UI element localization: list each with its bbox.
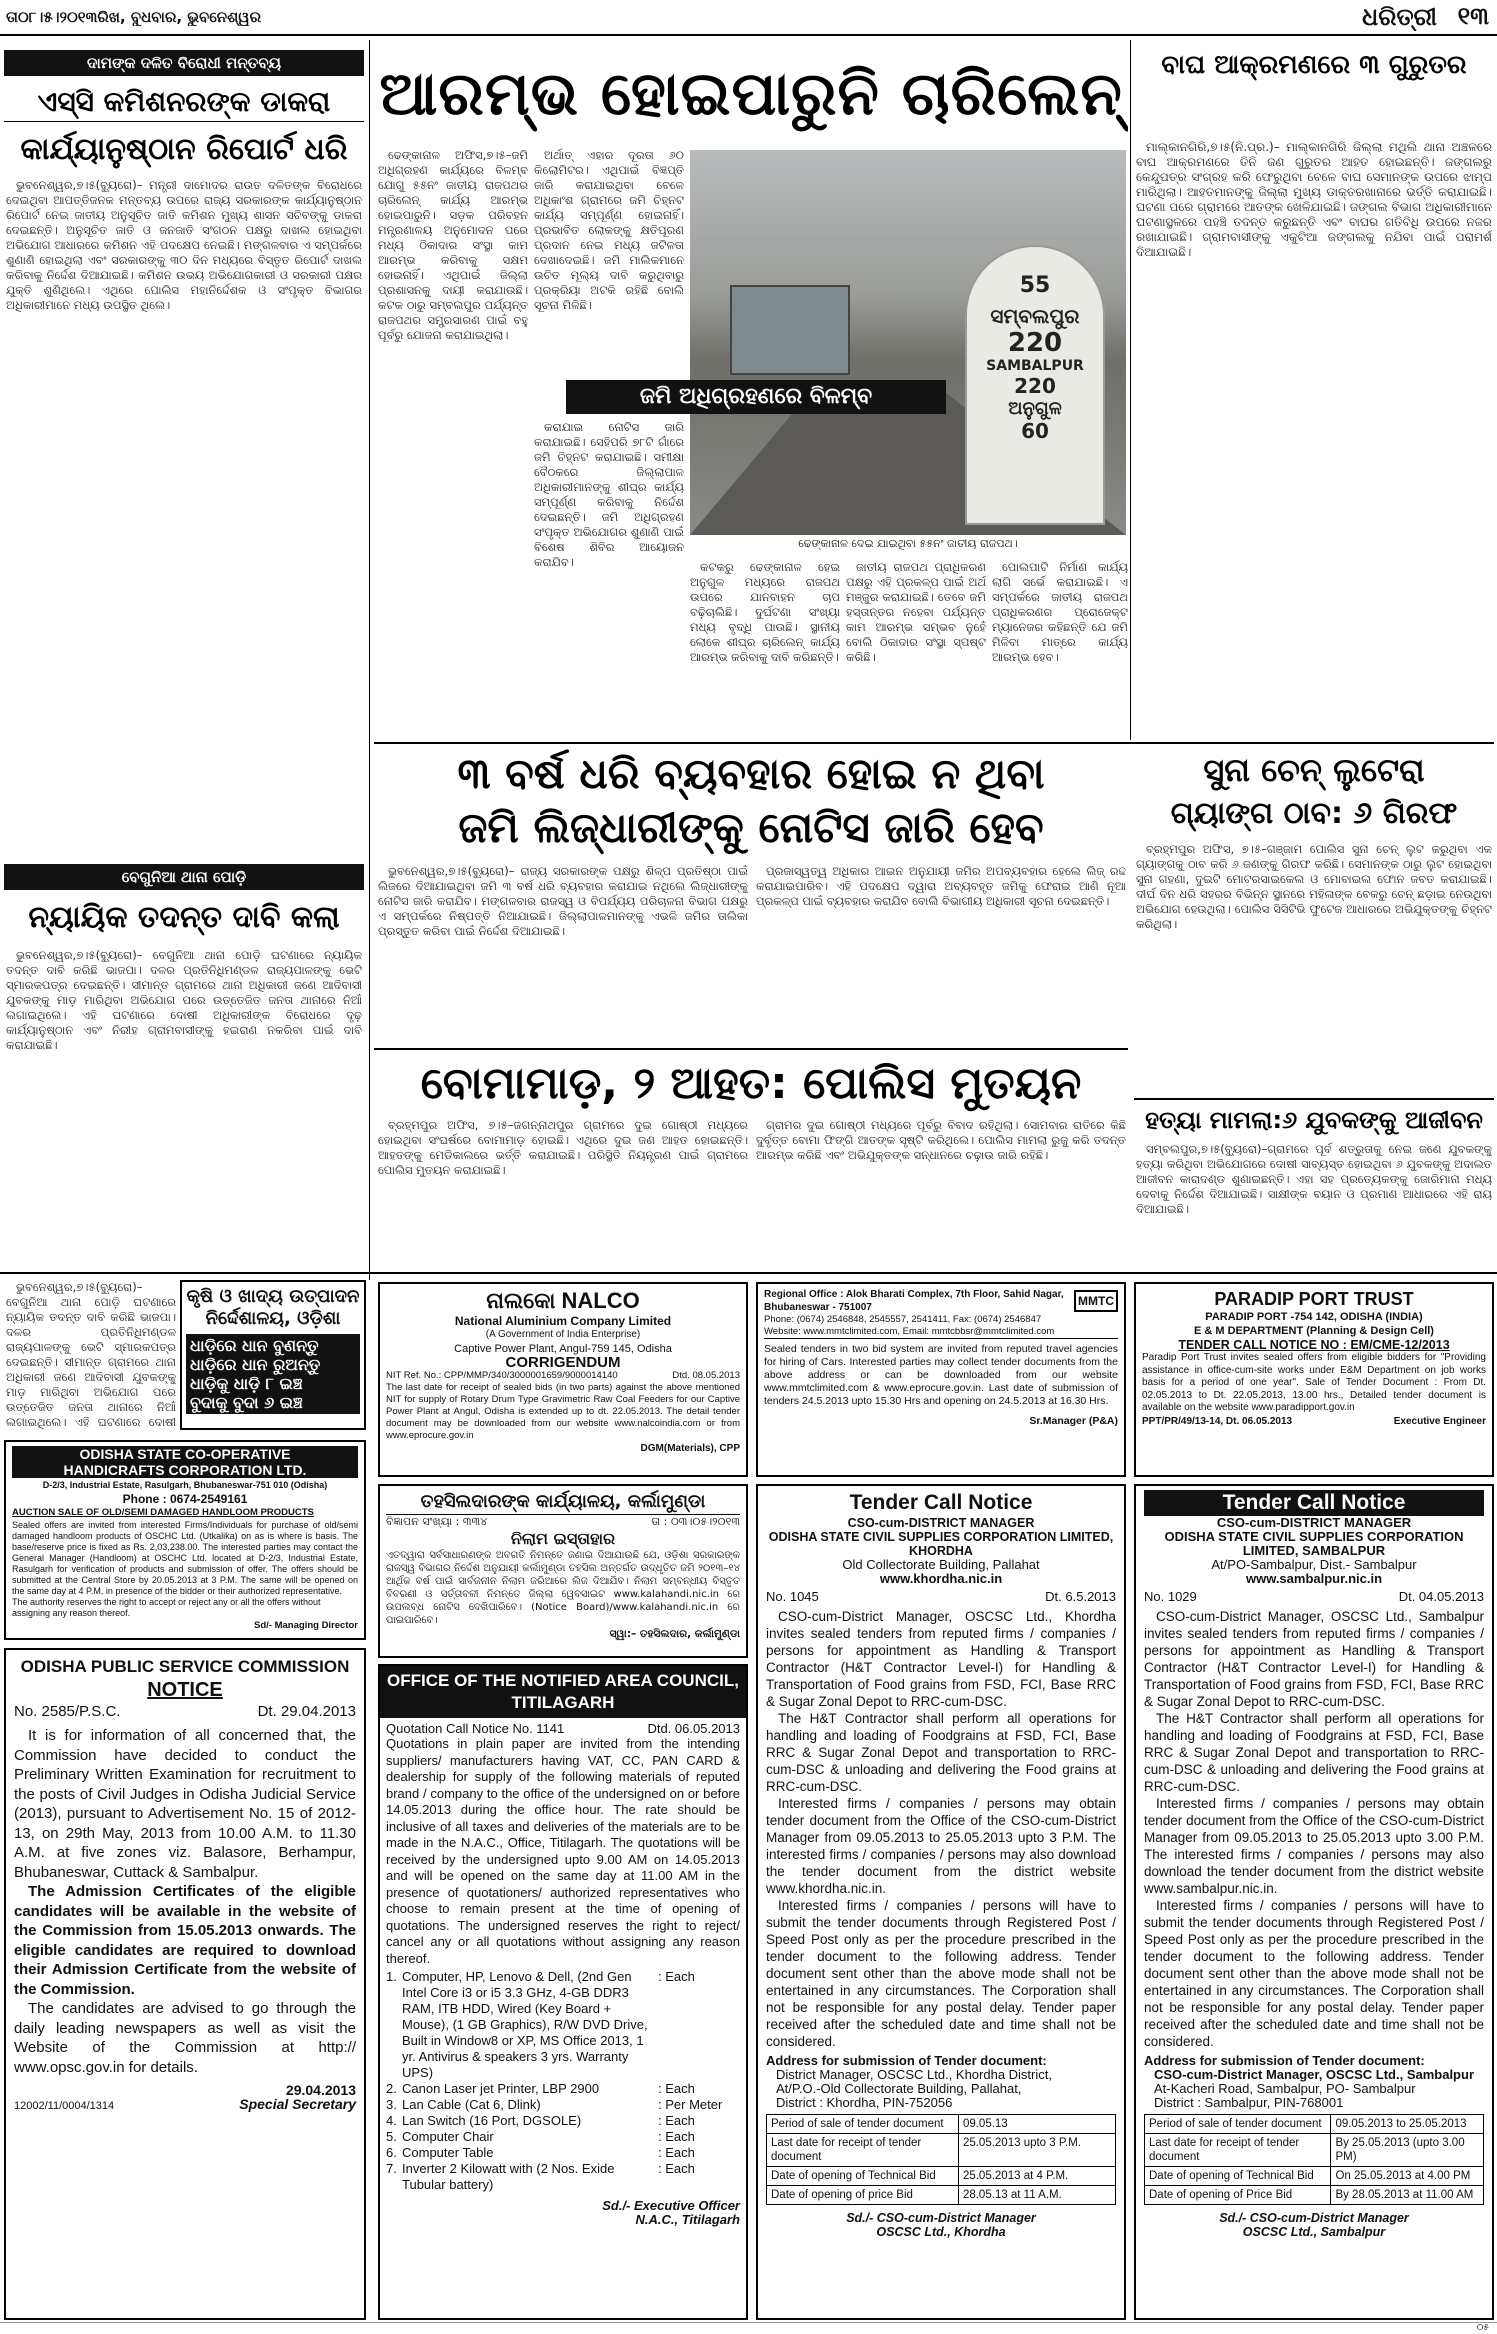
khordha-addr-3: District : Khordha, PIN-752056 — [776, 2095, 953, 2110]
sambalpur-schedule-table — [1144, 2114, 1484, 2205]
schedule-row — [767, 2167, 1116, 2186]
paradip-title: PARADIP PORT TRUST — [1214, 1289, 1414, 1309]
schedule-label: Date of opening of Price Bid — [1145, 2186, 1331, 2205]
bomb-headline: ବୋମାମାଡ଼, ୨ ଆହତ: ପୋଲିସ ମୁତୟନ — [420, 1058, 1082, 1109]
handicraft-body: Sealed offers are invited from interested Firms/Individuals for purchase of old/semi damaged handloom products of OSCHC Ltd. (Utkalika) on as is where is basis. The base/reserve price is fixed as Rs. 2,03,238.00. The interested parties may contact the General Manager (Handloom) at OSCHC Ltd. located at D-2/3, Industrial Estate, Rasulgarh for verification of products and submission of offer. The offers should be submitted at the Central Store by 20.05.2013 at 3 P.M. The same will be opened on the same day at 4 P.M. in presence of the bidder or their authorized representative. — [12, 1520, 358, 1596]
mmtc-phone: Phone: (0674) 2546848, 2545557, 2541411, Fax: (0674) 2546847 — [764, 1314, 1042, 1325]
main-col-6 — [992, 560, 1128, 740]
sambalpur-addr-3: District : Sambalpur, PIN-768001 — [1154, 2095, 1344, 2110]
mmtc-sign: Sr.Manager (P&A) — [1029, 1415, 1118, 1427]
schedule-value: By 28.05.2013 at 11.00 AM — [1331, 2186, 1484, 2205]
sambalpur-addr: At/PO-Sambalpur, Dist.- Sambalpur — [1211, 1557, 1417, 1572]
khordha-ad — [756, 1484, 1126, 2320]
schedule-label: Date of opening of Technical Bid — [767, 2167, 959, 2186]
item-description: Computer Table — [402, 2145, 494, 2160]
agri-ad — [180, 1280, 366, 1430]
tahasil-title: ତହସିଲଦାରଙ୍କ କାର୍ଯ୍ୟାଳୟ, କର୍ଲାମୁଣ୍ଡା — [386, 1490, 740, 1515]
titilagarh-ad — [378, 1664, 748, 2320]
nalco-body: The last date for receipt of sealed bids (in two parts) against the above mentioned NIT for supply of Rotary Drum Type Gravimetric Raw Coal Feeders for our Captive Power Plant at Angul, Odisha is extended up to dt. 22.05.2013. The detail tender document may be downloaded from our website www.nalcoindia.com or from www.eprocure.gov.in — [386, 1382, 740, 1441]
story-headline: ହତ୍ୟା ମାମଲା:୬ ଯୁବକଙ୍କୁ ଆଜୀବନ — [1134, 1098, 1494, 1138]
section-rule — [374, 1048, 1128, 1050]
paradip-notice: TENDER CALL NOTICE NO : EM/CME-12/2013 — [1178, 1338, 1450, 1352]
item-description: Computer, HP, Lenovo & Dell, (2nd Gen Intel Core i3 or i5 3.3 GHz, 4-GB DDR3 RAM, ITB HDD, Wired (Key Board + Mouse), (1 GB Graphics), R/W DVD Drive, Built in Window8 or XP, MS Office 2013, 1 yr. Antivirus & speakers 3 yrs. Warranty UPS) — [402, 1969, 648, 2080]
milestone-distance: 220 — [1014, 374, 1056, 398]
schedule-row — [767, 2186, 1116, 2205]
item-number: 3. — [386, 2097, 397, 2112]
schedule-label: Last date for receipt of tender document — [767, 2134, 959, 2167]
story-paragraph: କରାଯାଇ ନୋଟିସ ଜାରି କରାଯାଇଛି। ସେହିପରି ୭୮ଟି ଗାଁରେ ଜମି ଚିହ୍ନଟ କରାଯାଇଛି। ସମୀକ୍ଷା ବୈଠକରେ ଜିଲ୍ଲାପାଳ ଅଧିକାରୀମାନଙ୍କୁ ଶୀଘ୍ର କାର୍ଯ୍ୟ ସମ୍ପୂର୍ଣ୍ଣ କରିବାକୁ ନିର୍ଦ୍ଦେଶ ଦେଇଛନ୍ତି। ଜମି ଅଧିଗ୍ରହଣ ସଂପୃକ୍ତ ଅଭିଯୋଗର ଶୁଣାଣି ପାଇଁ ବିଶେଷ ଶିବିର ଆୟୋଜନ କରାଯିବ। — [534, 420, 684, 569]
notice-headline-1: ୩ ବର୍ଷ ଧରି ବ୍ୟବହାର ହୋଇ ନ ଥିବା — [457, 749, 1045, 798]
main-col-5 — [846, 560, 986, 740]
opsc-p3: The candidates are advised to go through the daily leading newspapers as well as visit the Website of the Commission at http:// www.opsc.gov.in for details. — [14, 2000, 356, 2076]
opsc-p1: It is for information of all concerned that, the Commission have decided to conduct the Preliminary Written Examination for recruitment to the posts of Civil Judges in Odisha Judicial Service (2013), pursuant to Advertisement No. 15 of 2012-13, on 29th May, 2013 from 10.00 A.M. to 11.30 A.M. at five zones viz. Balasore, Berhampur, Bhubaneswar, Cuttack & Sambalpur. — [14, 1727, 356, 1881]
khordha-no: No. 1045 — [766, 1589, 819, 1604]
main-col-1 — [378, 148, 528, 748]
story-paragraph: ଅର୍ଥାତ୍‌ ଏହାର ଦୂରତା ୬୦ କିଲୋମିଟର। ଏଥିପାଇଁ ବିଜ୍ଞପ୍ତି ଜାରି କରାଯାଇଥିବା ବେଳେ ଅଧିକାଂଶ ଗ୍ରାମରେ ଜମି ଚିହ୍ନଟ କାର୍ଯ୍ୟ ସମ୍ପୂର୍ଣ୍ଣ ହୋଇନାହିଁ। ପ୍ରଭାବିତ ଲୋକଙ୍କୁ କ୍ଷତିପୂରଣ ପ୍ରଦାନ ନେଇ ମଧ୍ୟ ଜଟିଳତା ଦେଖାଦେଇଛି। ଜମି ମାଲିକମାନେ ଉଚିତ ମୂଲ୍ୟ ଦାବି କରୁଥିବାରୁ ପ୍ରକ୍ରିୟା ଅଟକି ରହିଛି ବୋଲି ସୂଚନା ମିଳିଛି। — [534, 148, 684, 312]
story-paragraph: ବ୍ରହ୍ମପୁର ଅଫିସ, ୭।୫–ଗଞ୍ଜାମ ପୋଲିସ ସୁନା ଚେନ୍‌ ଲୁଟ କରୁଥିବା ଏକ ଗ୍ୟାଙ୍ଗକୁ ଠାବ କରି ୬ ଜଣଙ୍କୁ ଗିରଫ କରିଛି। ସେମାନଙ୍କ ଠାରୁ ଲୁଟ ହୋଇଥିବା ସୁନା ଗହଣା, ଦୁଇଟି ମୋଟରସାଇକେଲ ଓ ମୋବାଇଲ ଫୋନ ଜବତ କରାଯାଇଛି। ଦୀର୍ଘ ଦିନ ଧରି ସହରର ବିଭିନ୍ନ ସ୍ଥାନରେ ମହିଳାଙ୍କ ବେକରୁ ଚେନ୍‌ ଛଡ଼ାଇ ନେଉଥିବା ଅଭିଯୋଗ ହେଉଥିଲା। ପୋଲିସ ସିସିଟିଭି ଫୁଟେଜ ଆଧାରରେ ଅଭିଯୁକ୍ତଙ୍କୁ ଚିହ୍ନଟ କରିଥିଲା। — [1136, 842, 1492, 931]
mmtc-web: Website: www.mmtclimited.com, Email: mmtcbbsr@mmtclimited.com — [764, 1326, 1118, 1339]
titilagarh-title: OFFICE OF THE NOTIFIED AREA COUNCIL, TITILAGARH — [380, 1666, 746, 1718]
schedule-value: 09.05.13 — [958, 2115, 1115, 2134]
main-headline: ଆରମ୍ଭ ହୋଇପାରୁନି ଚାରିଲେନ୍‌ — [379, 59, 1123, 129]
agri-line: ବୁଦାକୁ ବୁଦା ୬ ଇଞ୍ଚ — [190, 1393, 303, 1412]
sambalpur-sign-2: OSCSC Ltd., Sambalpur — [1242, 2225, 1386, 2239]
story-paragraph: ଢେଙ୍କାନାଳ ଅଫିସ,୭।୫–ଜମି ଅଧିଗ୍ରହଣ କାର୍ଯ୍ୟରେ ବିଳମ୍ବ ଯୋଗୁ ୫୫ନଂ ଜାତୀୟ ରାଜପଥର ଚାରିଲେନ୍‌ କାର୍ଯ୍ୟ ଆରମ୍ଭ ହୋଇପାରୁନି। ସଡ଼କ ପରିବହନ ମନ୍ତ୍ରଣାଳୟ ଅନୁମୋଦନ ପରେ ମଧ୍ୟ ଠିକାଦାର ସଂସ୍ଥା କାମ ଆରମ୍ଭ କରିବାକୁ ସକ୍ଷମ ହୋଇନାହିଁ। ଏଥିପାଇଁ ଜିଲ୍ଲା ପ୍ରଶାସନକୁ ଦାୟୀ କରାଯାଉଛି। କଟକ ଠାରୁ ସମ୍ବଲପୁର ପର୍ଯ୍ୟନ୍ତ ରାଜପଥର ସମ୍ପ୍ରସାରଣ ପାଇଁ ବହୁ ପୂର୍ବରୁ ଯୋଜନା କରାଯାଇଥିଲା। — [378, 148, 528, 342]
mmtc-ad — [756, 1282, 1126, 1477]
handicraft-sub: AUCTION SALE OF OLD/SEMI DAMAGED HANDLOOM PRODUCTS — [12, 1507, 314, 1518]
highway-photo — [690, 150, 1126, 535]
item-unit: : Per Meter — [658, 2097, 723, 2112]
story-paragraph: କଟକରୁ ଢେଙ୍କାନାଳ ହେଇ ଅନୁଗୁଳ ମଧ୍ୟରେ ରାଜପଥ ଉପରେ ଯାନବାହନ ଚାପ ବଢ଼ିଚାଲିଛି। ଦୁର୍ଘଟଣା ସଂଖ୍ୟା ମଧ୍ୟ ବୃଦ୍ଧି ପାଉଛି। ସ୍ଥାନୀୟ ଲୋକେ ଶୀଘ୍ର ଚାରିଲେନ୍‌ କାର୍ଯ୍ୟ ଆରମ୍ଭ କରିବାକୁ ଦାବି କରିଛନ୍ତି। — [690, 560, 840, 664]
milestone-distance: 60 — [1021, 419, 1049, 443]
agri-line: ଧାଡ଼ିରେ ଧାନ ରୁଅନ୍ତୁ — [190, 1355, 321, 1374]
page-footer — [0, 2322, 1497, 2334]
mmtc-body: Sealed tenders in two bid system are invited from reputed travel agencies for hiring of Cars. Interested parties may collect tender documents from the above address or can be downloaded from our website www.mmtclimited.com & www.eprocure.gov.in. Last date of submission of tenders 24.5.2013 upto 15.30 Hrs and opening on 24.5.2013 at 16.30 Hrs. — [764, 1343, 1118, 1407]
tahasil-no: ବିଜ୍ଞାପନ ସଂଖ୍ୟା : ୩୩୪ — [386, 1515, 488, 1528]
main-col-2 — [534, 148, 684, 348]
sambalpur-no: No. 1029 — [1144, 1589, 1197, 1604]
column-rule — [369, 40, 370, 1280]
nalco-plant: Captive Power Plant, Angul-759 145, Odisha — [454, 1343, 672, 1355]
tag-bar: ଜମି ଅଧିଗ୍ରହଣରେ ବିଳମ୍ବ — [566, 380, 946, 414]
quotation-item — [386, 2113, 740, 2129]
story-paragraph: ଗ୍ରାମର ଦୁଇ ଗୋଷ୍ଠୀ ମଧ୍ୟରେ ପୂର୍ବରୁ ବିବାଦ ରହିଥିଲା। ସୋମବାର ରାତିରେ କିଛି ଦୁର୍ବୃତ୍ତ ବୋମା ଫିଙ୍ଗି ଆତଙ୍କ ସୃଷ୍ଟି କରିଥିଲେ। ପୋଲିସ ମାମଲା ରୁଜୁ କରି ତଦନ୍ତ ଆରମ୍ଭ କରିଛି ଏବଂ ଅଭିଯୁକ୍ତଙ୍କ ସନ୍ଧାନରେ ଚଢ଼ାଉ ଜାରି ରହିଛି। — [756, 1118, 1126, 1162]
item-number: 7. — [386, 2161, 397, 2176]
paradip-sign: Executive Engineer — [1393, 1415, 1486, 1427]
opsc-title: ODISHA PUBLIC SERVICE COMMISSION — [20, 1657, 350, 1676]
khordha-date: Dt. 6.5.2013 — [1045, 1589, 1116, 1604]
opsc-sign: Special Secretary — [239, 2096, 356, 2112]
quotation-item — [386, 2129, 740, 2145]
tahasil-ad — [378, 1484, 748, 1658]
titilagarh-items — [386, 1969, 740, 2193]
tahasil-sub: ନିଲାମ ଇସ୍ତାହାର — [510, 1529, 616, 1548]
opsc-notice: NOTICE — [147, 1679, 223, 1701]
nalco-logo: ନାଲକୋ NALCO — [486, 1288, 640, 1313]
story-body — [378, 864, 748, 1044]
item-description: Computer Chair — [402, 2129, 494, 2144]
paradip-addr: PARADIP PORT -754 142, ODISHA (INDIA) — [1205, 1311, 1423, 1323]
agri-line: ଧାଡ଼ିକୁ ଧାଡ଼ି ୮ ଇଞ୍ଚ — [190, 1374, 303, 1393]
story-headline: ବାଘ ଆକ୍ରମଣରେ ୩ ଗୁରୁତର — [1161, 50, 1467, 80]
milestone-city: ସମ୍ବଲପୁର — [990, 304, 1080, 328]
khordha-sub2: ODISHA STATE CIVIL SUPPLIES CORPORATION LIMITED, KHORDHA — [768, 1530, 1114, 1558]
khordha-p1: CSO-cum-District Manager, OSCSC Ltd., Khordha invites sealed tenders from reputed firms / companies / persons for appointment as Handling & Transport Contractor (H&T Contractor Level-I) for Handling & Transportation of Food grains from FSD, FCI, Base RRC & Sugar Zonal Depot to RRC-cum-DSC. — [766, 1609, 1116, 1709]
item-number: 1. — [386, 1969, 397, 1984]
schedule-label: Last date for receipt of tender document — [1145, 2134, 1331, 2167]
sambalpur-web: www.sambalpur.nic.in — [1245, 1571, 1383, 1586]
schedule-row — [1145, 2167, 1484, 2186]
story-paragraph: ଭୁବନେଶ୍ୱର,୭।୫(ବ୍ୟୁରୋ)– ବେଗୁନିଆ ଥାନା ପୋଡ଼ି ଘଟଣାରେ ନ୍ୟାୟିକ ତଦନ୍ତ ଦାବି କରିଛି ଭାଜପା। ଦଳର ପ୍ରତିନିଧିମଣ୍ଡଳ ରାଜ୍ୟପାଳଙ୍କୁ ଭେଟି ସ୍ମାରକପତ୍ର ଦେଇଛନ୍ତି। ସୀମାନ୍ତ ଗ୍ରାମରେ ଥାନା ଅଧିକାରୀ ଜଣେ ଆଦିବାସୀ ଯୁବକଙ୍କୁ ମାଡ଼ ମାରିଥିବା ଅଭିଯୋଗ ପରେ ଉତ୍ତେଜିତ ଜନତା ଥାନାରେ ନିଆଁ ଲଗାଇଥିଲେ। ଏହି ଘଟଣାରେ ଦୋଷୀ ଅଧିକାରୀଙ୍କ ବିରୋଧରେ ଦୃଢ଼ କାର୍ଯ୍ୟାନୁଷ୍ଠାନ ଏବଂ ନିରୀହ ଗ୍ରାମବାସୀଙ୍କୁ ହଇରାଣ ନକରିବା ପାଇଁ ଦାବି କରାଯାଇଛି। — [6, 948, 362, 1052]
notice-headline-2: ଜମି ଲିଜ୍‌ଧାରୀଙ୍କୁ ନୋଟିସ ଜାରି ହେବ — [458, 803, 1044, 852]
schedule-row — [767, 2115, 1116, 2134]
item-description: Lan Switch (16 Port, DGSOLE) — [402, 2113, 582, 2128]
story-paragraph: ପ୍ରଜାସ୍ୱତ୍ୱ ଅଧିକାର ଆଇନ ଅନୁଯାୟୀ ଜମିର ଅପବ୍ୟବହାର ହେଲେ ଲିଜ୍‌ ରଦ୍ଦ କରାଯାଇପାରିବ। ଏହି ପଦକ୍ଷେପ ଦ୍ୱାରା ଅବ୍ୟବହୃତ ଜମିକୁ ଫେରାଇ ଆଣି ନୂଆ ପ୍ରକଳ୍ପ ପାଇଁ ବ୍ୟବହାର କରାଯିବ ବୋଲି ବିଭାଗୀୟ ଅଧିକାରୀ ସୂଚନା ଦେଇଛନ୍ତି। — [756, 864, 1126, 908]
sambalpur-sign: Sd./- CSO-cum-District Manager — [1219, 2211, 1409, 2225]
khordha-addr-2: At/P.O.-Old Collectorate Building, Pallahat, — [776, 2081, 1022, 2096]
schedule-row — [1145, 2186, 1484, 2205]
sambalpur-p2: The H&T Contractor shall perform all operations for handling and loading of Foodgrains at FSD, FCI, Base RRC & Sugar Zonal Depot and transportation to RRC-cum-DSC & unloading and delivering the Food grains at RRC-cum-DSC. — [1144, 1711, 1484, 1794]
story-subhead: ଏସ୍‌ସି କମିଶନରଙ୍କ ଡାକରା — [4, 82, 364, 122]
story-headline: ଗ୍ୟାଙ୍ଗ ଠାବ: ୬ ଗିରଫ — [1170, 796, 1458, 831]
page-number: ୧୩ — [1457, 2, 1489, 30]
quotation-item — [386, 2097, 740, 2113]
item-description: Lan Cable (Cat 6, Dlink) — [402, 2097, 541, 2112]
khordha-sign: Sd./- CSO-cum-District Manager — [846, 2211, 1036, 2225]
titilagarh-body: Quotations in plain paper are invited from the intending suppliers/ manufacturers having VAT, CC, PAN CARD & dealership for supply of the following materials of reputed brand / company to the office of the undersigned on or before 14.05.2013 during the office hour. The rate should be inclusive of all taxes and deliveries of the materials are to be made in the N.A.C., Office, Titilagarh. The quotations will be received by the undersigned upto 9.00 AM on 14.05.2013 and will be opened on the same day at 11.00 AM in the presence of quotationers/ authorized representatives who choose to remain present at the time of opening of quotations. The undersigned reserves the right to reject/ cancel any or all quotations without assigning any reason thereof. — [386, 1736, 740, 1966]
schedule-value: By 25.05.2013 (upto 3.00 PM) — [1331, 2134, 1484, 2167]
item-number: 6. — [386, 2145, 397, 2160]
story-paragraph: ଜାତୀୟ ରାଜପଥ ପ୍ରାଧିକରଣ ପକ୍ଷରୁ ଏହି ପ୍ରକଳ୍ପ ପାଇଁ ଅର୍ଥ ମଞ୍ଜୁର କରାଯାଇଛି। ତେବେ ଜମି ହସ୍ତାନ୍ତର ନହେବା ପର୍ଯ୍ୟନ୍ତ କାମ ଆରମ୍ଭ ସମ୍ଭବ ନୁହେଁ ବୋଲି ଠିକାଦାର ସଂସ୍ଥା ସ୍ପଷ୍ଟ କରିଛି। — [846, 560, 986, 664]
story-body — [378, 1118, 748, 1266]
item-unit: : Each — [658, 1969, 695, 1984]
handicraft-ad — [4, 1440, 366, 1640]
item-unit: : Each — [658, 2129, 695, 2144]
khordha-p2: The H&T Contractor shall perform all operations for handling and loading of Foodgrains at FSD, FCI, Base RRC & Sugar Zonal Depot and transportation to RRC-cum-DSC & unloading and delivering the Food grains at RRC-cum-DSC. — [766, 1711, 1116, 1794]
schedule-label: Date of opening of price Bid — [767, 2186, 959, 2205]
handicraft-sign: Sd/- Managing Director — [254, 1620, 358, 1631]
sambalpur-addr-title: Address for submission of Tender document: — [1144, 2053, 1425, 2068]
khordha-sub1: CSO-cum-DISTRICT MANAGER — [847, 1516, 1035, 1530]
milestone — [965, 245, 1105, 525]
story-paragraph: ଭୁବନେଶ୍ୱର,୭।୫(ବ୍ୟୁରୋ)– ବେଗୁନିଆ ଥାନା ପୋଡ଼ି ଘଟଣାରେ ନ୍ୟାୟିକ ତଦନ୍ତ ଦାବି କରିଛି ଭାଜପା। ଦଳର ପ୍ରତିନିଧିମଣ୍ଡଳ ରାଜ୍ୟପାଳଙ୍କୁ ଭେଟି ସ୍ମାରକପତ୍ର ଦେଇଛନ୍ତି। ସୀମାନ୍ତ ଗ୍ରାମରେ ଥାନା ଅଧିକାରୀ ଜଣେ ଆଦିବାସୀ ଯୁବକଙ୍କୁ ମାଡ଼ ମାରିଥିବା ଅଭିଯୋଗ ପରେ ଉତ୍ତେଜିତ ଜନତା ଥାନାରେ ନିଆଁ ଲଗାଇଥିଲେ। ଏହି ଘଟଣାରେ ଦୋଷୀ — [6, 1280, 176, 1429]
schedule-label: Date of opening of Technical Bid — [1145, 2167, 1331, 2186]
sambalpur-title: Tender Call Notice — [1144, 1490, 1484, 1516]
story-body — [1136, 140, 1492, 740]
footer-mark: ୦୫ — [1476, 2323, 1489, 2333]
opsc-sign-date: 29.04.2013 — [285, 2082, 356, 2098]
milestone-city: ଅନୁଗୁଳ — [1008, 398, 1062, 419]
story-headline: ସୁନା ଚେନ୍‌ ଲୁଟେରା — [1203, 751, 1425, 789]
story-paragraph: ଭୁବନେଶ୍ୱର,୭।୫(ବ୍ୟୁରୋ)– ରାଜ୍ୟ ସରକାରଙ୍କ ପକ୍ଷରୁ ଶିଳ୍ପ ପ୍ରତିଷ୍ଠା ପାଇଁ ଲିଜରେ ଦିଆଯାଇଥିବା ଜମି ୩ ବର୍ଷ ଧରି ବ୍ୟବହାର କରାଯାଇ ନଥିଲେ ଲିଜ୍‌ଧାରୀଙ୍କୁ ନୋଟିସ ଜାରି କରାଯିବ। ମଙ୍ଗଳବାର ରାଜସ୍ୱ ଓ ବିପର୍ଯ୍ୟୟ ପରିଚାଳନା ବିଭାଗ ପକ୍ଷରୁ ଏ ସମ୍ପର୍କରେ ନିଷ୍ପତ୍ତି ନିଆଯାଇଛି। ଜିଲ୍ଲାପାଳମାନଙ୍କୁ ଏଭଳି ଜମିର ତାଲିକା ପ୍ରସ୍ତୁତ କରିବା ପାଇଁ ନିର୍ଦ୍ଦେଶ ଦିଆଯାଇଛି। — [378, 864, 748, 938]
handicraft-title-2: HANDICRAFTS CORPORATION LTD. — [12, 1462, 358, 1478]
column-rule — [1130, 40, 1131, 740]
opsc-ad — [4, 1648, 366, 2320]
agri-line: ଧାଡ଼ିରେ ଧାନ ବୁଣନ୍ତୁ — [190, 1336, 319, 1355]
kicker-bar: ଦାମଙ୍କ ଦଳିତ ବିରୋଧୀ ମନ୍ତବ୍ୟ — [4, 50, 364, 76]
masthead — [0, 0, 1497, 36]
titilagarh-date: Dtd. 06.05.2013 — [647, 1721, 740, 1736]
milestone-distance: 220 — [1007, 328, 1063, 358]
item-number: 5. — [386, 2129, 397, 2144]
story-paragraph: ସମ୍ବଲପୁର,୭।୫(ବ୍ୟୁରୋ)–ଗ୍ରାମରେ ପୂର୍ବ ଶତ୍ରୁତାକୁ ନେଇ ଜଣେ ଯୁବକଙ୍କୁ ହତ୍ୟା କରିଥିବା ଅଭିଯୋଗରେ ଦୋଷୀ ସାବ୍ୟସ୍ତ ହୋଇଥିବା ୬ ଯୁବକଙ୍କୁ ଅଦାଲତ ଆଜୀବନ କାରାଦଣ୍ଡ ଶୁଣାଇଛନ୍ତି। ଏହା ସହ ପ୍ରତ୍ୟେକଙ୍କୁ ଜୋରିମାନା ମଧ୍ୟ ଦେବାକୁ ନିର୍ଦ୍ଦେଶ ଦିଆଯାଇଛି। ସାକ୍ଷୀଙ୍କ ବୟାନ ଓ ପ୍ରମାଣ ଆଧାରରେ ଏହି ରାୟ ଦିଆଯାଇଛି। — [1136, 1142, 1492, 1216]
schedule-label: Period of sale of tender document — [1145, 2115, 1331, 2134]
story-paragraph: ବ୍ରହ୍ମପୁର ଅଫିସ, ୭।୫–ଜଗନ୍ନାଥପୁର ଗ୍ରାମରେ ଦୁଇ ଗୋଷ୍ଠୀ ମଧ୍ୟରେ ହୋଇଥିବା ସଂଘର୍ଷରେ ବୋମାମାଡ଼ ହୋଇଛି। ଏଥିରେ ଦୁଇ ଜଣ ଆହତ ହୋଇଛନ୍ତି। ଆହତଙ୍କୁ ମେଡିକାଲରେ ଭର୍ତ୍ତି କରାଯାଇଛି। ପରିସ୍ଥିତି ନିୟନ୍ତ୍ରଣ ପାଇଁ ଗ୍ରାମରେ ପୋଲିସ ମୁତୟନ କରାଯାଇଛି। — [378, 1118, 748, 1177]
mmtc-office: Regional Office : Alok Bharati Complex, 7th Floor, Sahid Nagar, Bhubaneswar - 751007 — [764, 1289, 1064, 1313]
item-description: Inverter 2 Kilowatt with (2 Nos. Exide Tubular battery) — [402, 2161, 615, 2192]
opsc-p2: The Admission Certificates of the eligible candidates will be available in the website of the Commission from 15.05.2013 onwards. The eligible candidates are required to download their Admission Certificate from the website of the Commission. — [14, 1883, 356, 1998]
khordha-addr-title: Address for submission of Tender document: — [766, 2053, 1047, 2068]
khordha-p3: Interested firms / companies / persons may obtain tender document from the Office of the CSO-cum-District Manager from 09.05.2013 to 25.05.2013 upto 3 P.M. The interested firms / companies / persons may also download the tender document from the district website www.khordha.nic.in. — [766, 1796, 1116, 1896]
photo-caption: ଢେଙ୍କାନାଳ ଦେଇ ଯାଇଥିବା ୫୫ନଂ ଜାତୀୟ ରାଜପଥ। — [798, 537, 1018, 550]
agri-title: କୃଷି ଓ ଖାଦ୍ୟ ଉତ୍ପାଦନ — [186, 1286, 360, 1307]
quotation-item — [386, 2145, 740, 2161]
section-rule — [0, 1272, 1497, 1274]
item-unit: : Each — [658, 2161, 695, 2176]
item-description: Canon Laser jet Printer, LBP 2900 — [402, 2081, 600, 2096]
khordha-addr: Old Collectorate Building, Pallahat — [842, 1557, 1040, 1572]
paradip-ref: PPT/PR/49/13-14, Dt. 06.05.2013 — [1142, 1415, 1293, 1427]
main-col-3 — [534, 420, 684, 740]
quotation-item — [386, 1969, 740, 2081]
paper-name: ଧରିତ୍ରୀ — [1362, 2, 1437, 31]
opsc-date: Dt. 29.04.2013 — [257, 1703, 356, 1720]
titilagarh-no: Quotation Call Notice No. 1141 — [386, 1721, 565, 1736]
main-col-4 — [690, 560, 840, 740]
tahasil-body: ଏତଦ୍ୱାରା ସର୍ବସାଧାରଣଙ୍କ ଅବଗତି ନିମନ୍ତେ ଜଣାଇ ଦିଆଯାଉଛି ଯେ, ଓଡ଼ିଶା ସରକାରଙ୍କ ରାଜସ୍ୱ ବିଭାଗର ନିର୍ଦ୍ଦେଶ ଅନୁଯାୟୀ କର୍ଲାମୁଣ୍ଡା ତହସିଲ ଅନ୍ତର୍ଗତ ଉଦ୍ଧୃତିତ ଜମି ୨୦୧୩–୧୪ ଆର୍ଥିକ ବର୍ଷ ପାଇଁ ସାର୍ବଜନୀନ ନିଲାମ ଜରିଆରେ ଲିଜ ଦିଆଯିବ। ନିଲାମ ସମ୍ବନ୍ଧୀୟ ବିସ୍ତୃତ ବିବରଣୀ ଓ ସର୍ତ୍ତାବଳୀ ନିମନ୍ତେ ଜିଲ୍ଲା ୱେବସାଇଟ www.kalahandi.nic.in ରେ ଉପଲବ୍ଧ ନୋଟିସ ଦେଖିପାରିବେ। (Notice Board)/www.kalahandi.nic.in ରେ ପାଇପାରିବେ। — [386, 1550, 740, 1626]
schedule-value: 09.05.2013 to 25.05.2013 — [1331, 2115, 1484, 2134]
khordha-web: www.khordha.nic.in — [879, 1571, 1003, 1586]
opsc-no: No. 2585/P.S.C. — [14, 1703, 121, 1720]
story-headline: କାର୍ଯ୍ୟାନୁଷ୍ଠାନ ରିପୋର୍ଟ ଧରି — [20, 132, 348, 167]
schedule-row — [1145, 2134, 1484, 2167]
schedule-row — [767, 2134, 1116, 2167]
schedule-row — [1145, 2115, 1484, 2134]
titilagarh-sign-2: N.A.C., Titilagarh — [635, 2212, 740, 2227]
nalco-sign: DGM(Materials), CPP — [640, 1443, 740, 1454]
story-body — [1136, 1142, 1492, 1262]
nalco-ad — [378, 1282, 748, 1477]
sambalpur-sub2: ODISHA STATE CIVIL SUPPLIES CORPORATION LIMITED, SAMBALPUR — [1164, 1529, 1464, 1558]
story-paragraph: ଭୁବନେଶ୍ୱର,୭।୫(ବ୍ୟୁରୋ)– ମନ୍ତ୍ରୀ ଦାମୋଦର ରାଉତ ଦଳିତଙ୍କ ବିରୋଧରେ ଦେଇଥିବା ଆପତ୍ତିଜନକ ମନ୍ତବ୍ୟ ଉପରେ ରାଜ୍ୟ ସରକାରଙ୍କ କାର୍ଯ୍ୟାନୁଷ୍ଠାନ ରିପୋର୍ଟ ନେଇ ଜାତୀୟ ଅନୁସୂଚିତ ଜାତି କମିଶନ ମୁଖ୍ୟ ଶାସନ ସଚିବଙ୍କୁ ଡାକରା ଦେଇଛନ୍ତି। ଅନୁସୂଚିତ ଜାତି ଓ ଜନଜାତି ସଂଗଠନ ପକ୍ଷରୁ ଦାଖଲ ହୋଇଥିବା ଅଭିଯୋଗ ଆଧାରରେ କମିଶନ ଏହି ପଦକ୍ଷେପ ନେଇଛି। ମଙ୍ଗଳବାର ଏ ସମ୍ପର୍କରେ ଶୁଣାଣି ହୋଇଥିଲା ଏବଂ ସରକାରଙ୍କୁ ୩୦ ଦିନ ମଧ୍ୟରେ ବିସ୍ତୃତ ରିପୋର୍ଟ ଦାଖଲ କରିବାକୁ ନିର୍ଦ୍ଦେଶ ଦିଆଯାଇଛି। କମିଶନ ଉଭୟ ଅଭିଯୋଗକାରୀ ଓ ସରକାରୀ ପକ୍ଷର ଯୁକ୍ତି ଶୁଣିଥିଲେ। ଏଥିରେ ପୋଲିସ ମହାନିର୍ଦ୍ଦେଶକ ଓ ସଂପୃକ୍ତ ବିଭାଗର ଅଧିକାରୀମାନେ ମଧ୍ୟ ଉପସ୍ଥିତ ଥିଲେ। — [6, 178, 362, 312]
khordha-p4: Interested firms / companies / persons will have to submit the tender documents through Registered Post / Speed Post only as per the procedure prescribed in the tender document to the following address. Tender document sent other than the above mode shall not be entertained in any circumstances. The Corporation shall not be responsible for any postal delay. Tender paper received after the scheduled date and time shall not be considered. — [766, 1898, 1116, 2049]
handicraft-phone: Phone : 0674-2549161 — [122, 1492, 248, 1506]
nalco-title: CORRIGENDUM — [505, 1354, 621, 1371]
sambalpur-sub1: CSO-cum-DISTRICT MANAGER — [1216, 1515, 1412, 1530]
item-unit: : Each — [658, 2081, 695, 2096]
item-unit: : Each — [658, 2113, 695, 2128]
paradip-dept: E & M DEPARTMENT (Planning & Design Cell) — [1194, 1325, 1434, 1337]
milestone-highway: 55 — [1019, 273, 1051, 298]
mmtc-logo: MMTC — [1074, 1290, 1118, 1312]
sambalpur-p1: CSO-cum-District Manager, OSCSC Ltd., Sambalpur invites sealed tenders from reputed firms / companies / persons for appointment as Handling & Transport Contractor (H&T Contractor Level-I) for Handling & Transportation of Food grains from FSD, FCI, Base RRC & Sugar Zonal Depot to RRC-cum-DSC. — [1144, 1609, 1484, 1709]
milestone-city-eng: SAMBALPUR — [986, 358, 1084, 374]
section-rule — [374, 742, 1494, 744]
khordha-title: Tender Call Notice — [849, 1491, 1033, 1514]
story-body — [6, 178, 362, 858]
handicraft-addr: D-2/3, Industrial Estate, Rasulgarh, Bhubaneswar-751 010 (Odisha) — [42, 1480, 328, 1490]
schedule-value: 28.05.13 at 11 A.M. — [958, 2186, 1115, 2205]
khordha-sign-2: OSCSC Ltd., Khordha — [876, 2225, 1006, 2239]
sambalpur-p4: Interested firms / companies / persons will have to submit the tender documents through Registered Post / Speed Post only as per the procedure prescribed in the tender document to the following address. Tender document sent other than the above mode shall not be entertained in any circumstances. The Corporation shall not be responsible for any postal delay. Tender paper received after the scheduled date and time shall not be considered. — [1144, 1898, 1484, 2049]
schedule-value: On 25.05.2013 at 4.00 PM — [1331, 2167, 1484, 2186]
item-number: 2. — [386, 2081, 397, 2096]
truck — [730, 285, 850, 375]
handicraft-title: ODISHA STATE CO-OPERATIVE — [12, 1446, 358, 1462]
kicker-bar: ବେଗୁନିଆ ଥାନା ପୋଡ଼ି — [4, 864, 364, 890]
sambalpur-p3: Interested firms / companies / persons may obtain tender document from the Office of the CSO-cum-District Manager from 09.05.2013 to 25.05.2013 upto 3.00 P.M. The interested firms / companies / persons may also download the tender document from the district website www.sambalpur.nic.in. — [1144, 1796, 1484, 1896]
paradip-body: Paradip Port Trust invites sealed offers from eligible bidders for "Providing assistance in office-cum-site works under E&M Department on job works basis for a period of one year". Sale of Tender Document : From Dt. 02.05.2013 to Dt. 22.05.2013, 13.00 hrs., Detailed tender document is available on the website www.paradipport.gov.in — [1142, 1352, 1486, 1413]
date-line: ତା୦୮।୫।୨୦୧୩ରିଖ, ବୁଧବାର, ଭୁବନେଶ୍ୱର — [6, 8, 261, 26]
story-body — [6, 1280, 176, 1430]
quotation-item — [386, 2081, 740, 2097]
agri-subtitle: ନିର୍ଦ୍ଦେଶାଳୟ, ଓଡ଼ିଶା — [205, 1308, 341, 1329]
nalco-ref: NIT Ref. No.: CPP/MMP/340/3000001659/9000014140 — [386, 1370, 618, 1381]
schedule-value: 25.05.2013 at 4 P.M. — [958, 2167, 1115, 2186]
story-body — [756, 864, 1126, 1044]
handicraft-body-2: The authority reserves the right to accept or reject any or all the offers without assigning any reason thereof. — [12, 1597, 321, 1618]
story-body — [756, 1118, 1126, 1266]
item-number: 4. — [386, 2113, 397, 2128]
story-paragraph: ମାଲ୍‌କାନଗିରି,୭।୫(ନି.ପ୍ର.)– ମାଲ୍‌କାନଗିରି ଜିଲ୍ଲା ମଥିଲି ଥାନା ଅଞ୍ଚଳରେ ବାଘ ଆକ୍ରମଣରେ ତିନି ଜଣ ଗୁରୁତର ଆହତ ହୋଇଛନ୍ତି। ଜଙ୍ଗଲରୁ କେନ୍ଦୁପତ୍ର ସଂଗ୍ରହ କରି ଫେରୁଥିବା ବେଳେ ବାଘ ସେମାନଙ୍କ ଉପରେ ଝାମ୍ପ ମାରିଥିଲା। ଆହତମାନଙ୍କୁ ଜିଲ୍ଲା ମୁଖ୍ୟ ଡାକ୍ତରଖାନାରେ ଭର୍ତ୍ତି କରାଯାଇଛି। ଘଟଣା ପରେ ଗ୍ରାମରେ ଆତଙ୍କ ଖେଳିଯାଇଛି। ଜଙ୍ଗଲ ବିଭାଗ ଅଧିକାରୀମାନେ ଘଟଣାସ୍ଥଳରେ ପହଞ୍ଚି ତଦନ୍ତ କରୁଛନ୍ତି ଏବଂ ବାଘର ଗତିବିଧି ଉପରେ ନଜର ରଖାଯାଇଛି। ଗ୍ରାମବାସୀଙ୍କୁ ଏକୁଟିଆ ଜଙ୍ଗଲକୁ ନଯିବା ପାଇଁ ପରାମର୍ଶ ଦିଆଯାଇଛି। — [1136, 140, 1492, 259]
story-body — [1136, 842, 1492, 1092]
opsc-ref: 12002/11/0004/1314 — [14, 2100, 115, 2112]
schedule-label: Period of sale of tender document — [767, 2115, 959, 2134]
nalco-company: National Aluminium Company Limited — [454, 1314, 672, 1328]
quotation-item — [386, 2161, 740, 2193]
sambalpur-addr-2: At-Kacheri Road, Sambalpur, PO- Sambalpur — [1154, 2081, 1416, 2096]
item-unit: : Each — [658, 2145, 695, 2160]
tahasil-date: ତା : ୦୩।୦୫।୨୦୧୩ — [651, 1515, 740, 1528]
nalco-date: Dtd. 08.05.2013 — [672, 1370, 740, 1381]
sambalpur-ad — [1134, 1484, 1494, 2320]
story-paragraph: ପୋଲପାଟି ନିର୍ମାଣ କାର୍ଯ୍ୟ ଲାଗି ସର୍ଭେ କରାଯାଇଛି। ଏ ସମ୍ପର୍କରେ ଜାତୀୟ ରାଜପଥ ପ୍ରାଧିକରଣର ପ୍ରୋଜେକ୍ଟ ମ୍ୟାନେଜର କହିଛନ୍ତି ଯେ ଜମି ମିଳିବା ମାତ୍ରେ କାର୍ଯ୍ୟ ଆରମ୍ଭ ହେବ। — [992, 560, 1128, 664]
titilagarh-sign: Sd./- Executive Officer — [602, 2198, 740, 2213]
schedule-value: 25.05.2013 upto 3 P.M. — [958, 2134, 1115, 2167]
khordha-addr-1: District Manager, OSCSC Ltd., Khordha District, — [776, 2067, 1052, 2082]
sambalpur-date: Dt. 04.05.2013 — [1398, 1589, 1484, 1604]
story-headline: ନ୍ୟାୟିକ ତଦନ୍ତ ଦାବି କଲା — [28, 900, 340, 935]
paradip-ad — [1134, 1282, 1494, 1477]
nalco-govt: (A Government of India Enterprise) — [485, 1329, 641, 1340]
khordha-schedule-table — [766, 2114, 1116, 2205]
sambalpur-addr-1: CSO-cum-District Manager, OSCSC Ltd., Sambalpur — [1154, 2067, 1474, 2082]
tahasil-sign: ସ୍ୱା:– ତହସିଲଦାର, କର୍ଲାମୁଣ୍ଡା — [609, 1628, 740, 1640]
